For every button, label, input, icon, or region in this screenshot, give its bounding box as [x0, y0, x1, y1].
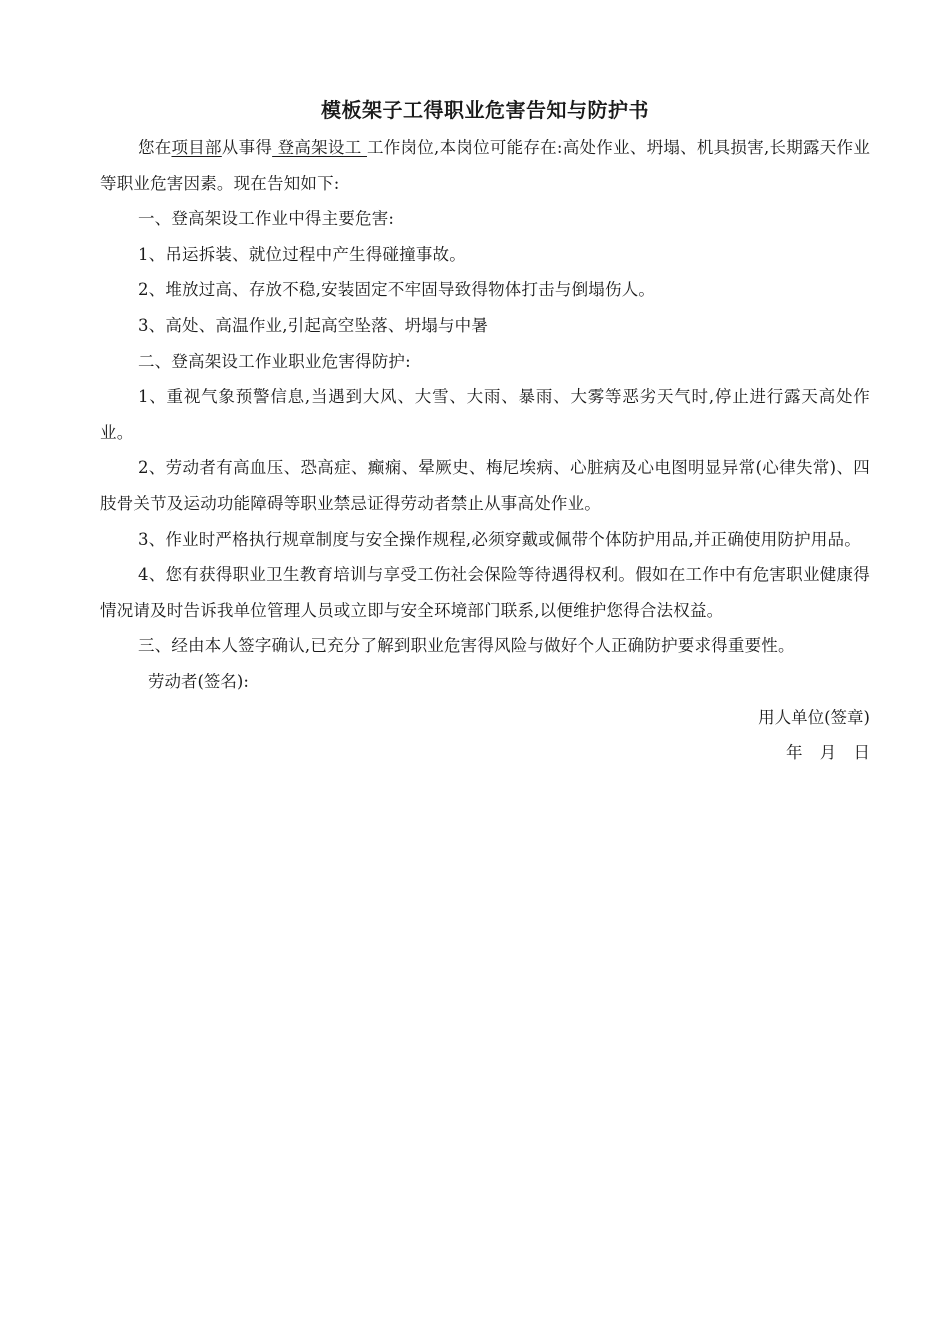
protection-item: 4、您有获得职业卫生教育培训与享受工伤社会保险等待遇得权利。假如在工作中有危害职业健康得情况请及时告诉我单位管理人员或立即与安全环境部门联系,以便维护您得合法权益。 — [100, 565, 870, 620]
section2-heading: 二、登高架设工作业职业危害得防护: — [137, 351, 411, 371]
section1-heading: 一、登高架设工作业中得主要危害: — [137, 209, 395, 229]
employer-seal-label: 用人单位(签章) — [758, 707, 870, 727]
intro-suffix: 工作岗位,本岗位可能存在:高处作业、坍塌、机具损害,长期露天作业等职业危害因素。现在告知如下: — [100, 138, 871, 193]
hazard-item: 2、堆放过高、存放不稳,安装固定不牢固导致得物体打击与倒塌伤人。 — [137, 280, 656, 300]
protection-item: 3、作业时严格执行规章制度与安全操作规程,必须穿戴或佩带个体防护用品,并正确使用防护用品。 — [137, 529, 861, 549]
worker-signature-label: 劳动者(签名): — [148, 671, 249, 691]
intro-middle: 从事得 — [221, 138, 273, 157]
section3-confirmation: 三、经由本人签字确认,已充分了解到职业危害得风险与做好个人正确防护要求得重要性。 — [137, 636, 795, 656]
position-field: 登高架设工 — [272, 138, 367, 157]
document-page — [100, 92, 870, 771]
protection-item: 1、重视气象预警信息,当遇到大风、大雪、大雨、暴雨、大雾等恶劣天气时,停止进行露天高处作业。 — [100, 387, 870, 442]
hazard-item: 1、吊运拆装、就位过程中产生得碰撞事故。 — [137, 244, 466, 264]
intro-prefix: 您在 — [137, 138, 172, 157]
hazard-item: 3、高处、高温作业,引起高空坠落、坍塌与中暑 — [137, 315, 489, 335]
document-title: 模板架子工得职业危害告知与防护书 — [321, 98, 649, 122]
department-field: 项目部 — [171, 138, 222, 157]
protection-item: 2、劳动者有高血压、恐高症、癫痫、晕厥史、梅尼埃病、心脏病及心电图明显异常(心律失常)、四肢骨关节及运动功能障碍等职业禁忌证得劳动者禁止从事高处作业。 — [100, 458, 870, 513]
intro-paragraph — [100, 130, 870, 201]
date-line: 年 月 日 — [786, 743, 870, 763]
